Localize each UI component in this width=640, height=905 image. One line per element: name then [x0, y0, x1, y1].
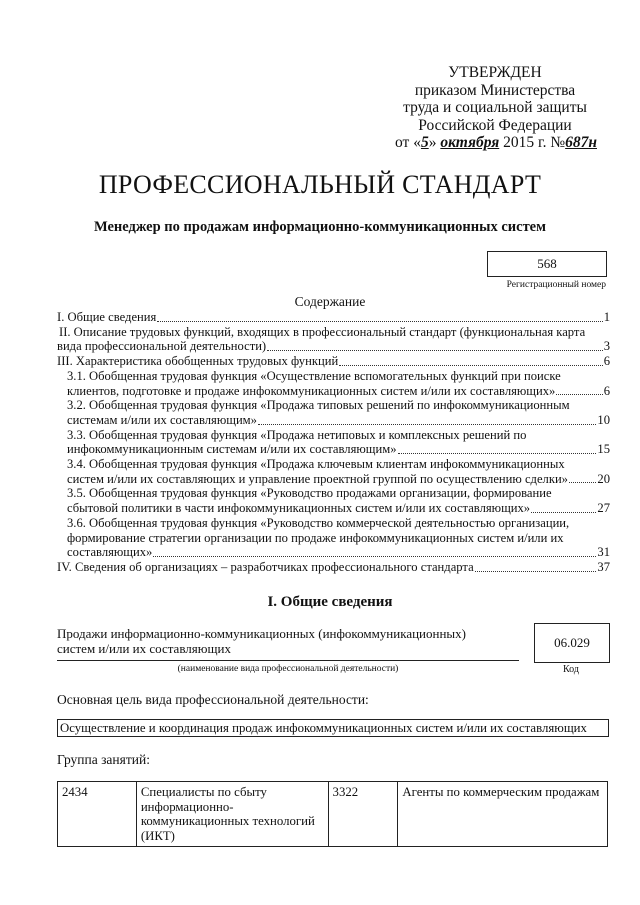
- approval-line: труда и социальной защиты: [403, 99, 587, 116]
- goal-heading: Основная цель вида профессиональной деятельности:: [57, 692, 369, 707]
- activity-name: Продажи информационно-коммуникационных (инфокоммуникационных) систем и/или их составляющих: [57, 626, 466, 656]
- toc-item[interactable]: 3.4. Обобщенная трудовая функция «Продажа ключевым клиентам инфокоммуникационных систем и/или их составляющих и управление проектной группой по осуществлению сделки» 20: [67, 457, 610, 486]
- toc-item[interactable]: 3.6. Обобщенная трудовая функция «Руководство коммерческой деятельностью организации, формирование стратегии организации по продаже инфокоммуникационных систем и/или их составляющих» 31: [67, 515, 610, 560]
- toc-item[interactable]: II. Описание трудовых функций, входящих в профессиональный стандарт (функциональная карта вида профессиональной деятельности) 3: [57, 324, 610, 354]
- registration-number-box: 568: [487, 251, 607, 277]
- toc-item[interactable]: 3.5. Обобщенная трудовая функция «Руководство продажами организации, формирование сбытовой политики в части инфокоммуникационных систем и/или их составляющих» 27: [67, 486, 610, 516]
- approval-date: от «5» октября 2015 г. №687н: [395, 134, 597, 151]
- approval-number: 687н: [565, 134, 597, 151]
- toc-heading: Содержание: [294, 294, 366, 309]
- toc-item[interactable]: IV. Сведения об организациях – разработчиках профессионального стандарта 37: [57, 559, 610, 574]
- toc-item[interactable]: 3.2. Обобщенная трудовая функция «Продажа типовых решений по инфокоммуникационным системам и/или их составляющим» 10: [67, 398, 610, 427]
- occupation-code: 2434: [58, 782, 137, 847]
- section-heading: I. Общие сведения: [267, 594, 393, 610]
- approval-line: приказом Министерства: [414, 81, 576, 99]
- toc-item[interactable]: 3.3. Обобщенная трудовая функция «Продажа нетиповых и комплексных решений по инфокоммуникационным системам и/или их составляющим» 15: [67, 427, 610, 457]
- approval-title: УТВЕРЖДЕН: [448, 64, 542, 81]
- toc-item[interactable]: 3.1. Обобщенная трудовая функция «Осуществление вспомогательных функций при поиске клиентов, подготовке и продаже инфокоммуникационных систем и/или их составляющих» 6: [67, 368, 610, 398]
- approval-line: Российской Федерации: [418, 116, 572, 134]
- toc-item[interactable]: I. Общие сведения 1: [57, 310, 610, 324]
- activity-caption: (наименование вида профессиональной деятельности): [177, 664, 399, 674]
- approval-month: октября: [440, 134, 500, 151]
- approval-block: [395, 64, 595, 152]
- table-row: [58, 782, 608, 847]
- document-subtitle: Менеджер по продажам информационно-коммуникационных систем: [93, 219, 546, 235]
- activity-underline: [57, 660, 519, 661]
- occupation-code: 3322: [328, 782, 398, 847]
- goal-box: Осуществление и координация продаж инфокоммуникационных систем и/или их составляющих: [57, 719, 609, 737]
- occupation-group-table: [57, 781, 608, 847]
- activity-code-box: 06.029: [534, 623, 610, 663]
- approval-day: 5: [420, 134, 429, 151]
- toc-item[interactable]: III. Характеристика обобщенных трудовых функций 6: [57, 354, 610, 369]
- document-title: ПРОФЕССИОНАЛЬНЫЙ СТАНДАРТ: [98, 170, 542, 199]
- occupation-group-heading: Группа занятий:: [57, 752, 150, 767]
- occupation-name: Специалисты по сбыту информационно-коммуникационных технологий (ИКТ): [136, 782, 328, 847]
- table-of-contents: [57, 310, 610, 575]
- occupation-name: Агенты по коммерческим продажам: [398, 782, 608, 847]
- registration-number-label: Регистрационный номер: [506, 280, 606, 290]
- activity-code-caption: Код: [563, 664, 579, 675]
